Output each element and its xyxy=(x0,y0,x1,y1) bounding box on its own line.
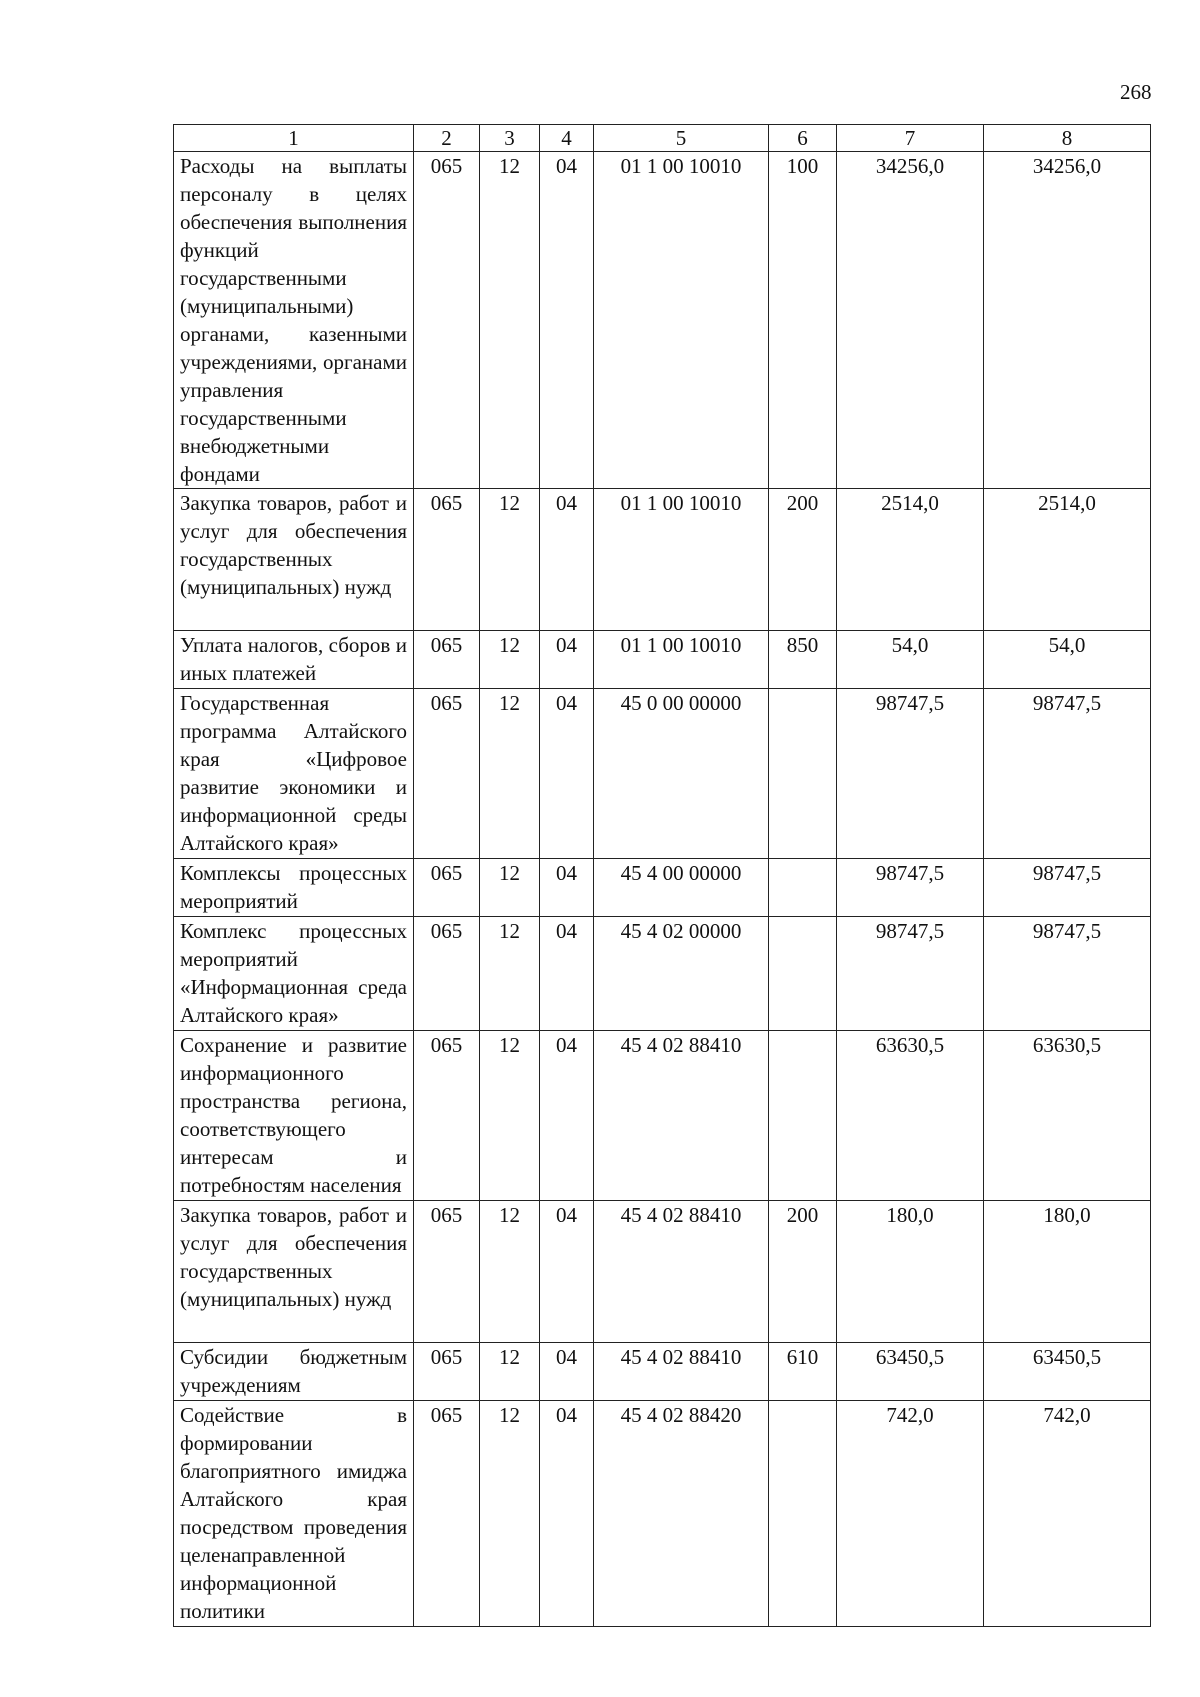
table-row xyxy=(174,1031,1151,1201)
row-sum2: 180,0 xyxy=(984,1201,1151,1343)
header-cell: 3 xyxy=(480,125,540,152)
table-row xyxy=(174,489,1151,631)
row-sum2: 98747,5 xyxy=(984,917,1151,1031)
row-sum1: 2514,0 xyxy=(837,489,984,631)
row-vr: 200 xyxy=(769,1201,837,1343)
row-gr: 065 xyxy=(414,859,480,917)
row-name: Содействие в формировании благоприятного имиджа Алтайского края посредством проведения целенаправленной информационной политики xyxy=(174,1401,414,1627)
row-sum1: 34256,0 xyxy=(837,152,984,489)
table-row xyxy=(174,917,1151,1031)
row-gr: 065 xyxy=(414,1031,480,1201)
row-csr: 45 0 00 00000 xyxy=(594,689,769,859)
row-name: Субсидии бюджетным учреждениям xyxy=(174,1343,414,1401)
row-sum1: 180,0 xyxy=(837,1201,984,1343)
row-rz: 12 xyxy=(480,689,540,859)
row-csr: 45 4 02 88410 xyxy=(594,1201,769,1343)
row-sum1: 63630,5 xyxy=(837,1031,984,1201)
row-sum2: 98747,5 xyxy=(984,859,1151,917)
row-gr: 065 xyxy=(414,917,480,1031)
row-csr: 01 1 00 10010 xyxy=(594,152,769,489)
row-sum2: 2514,0 xyxy=(984,489,1151,631)
row-rz: 12 xyxy=(480,631,540,689)
row-gr: 065 xyxy=(414,489,480,631)
row-pr: 04 xyxy=(540,489,594,631)
row-pr: 04 xyxy=(540,631,594,689)
row-vr: 100 xyxy=(769,152,837,489)
row-name: Сохранение и развитие информационного пространства региона, соответствующего интересам и потребностям населения xyxy=(174,1031,414,1201)
row-pr: 04 xyxy=(540,1401,594,1627)
header-cell: 2 xyxy=(414,125,480,152)
row-csr: 45 4 02 88410 xyxy=(594,1343,769,1401)
row-sum1: 98747,5 xyxy=(837,859,984,917)
row-vr xyxy=(769,1401,837,1627)
row-rz: 12 xyxy=(480,1201,540,1343)
row-gr: 065 xyxy=(414,631,480,689)
header-cell: 7 xyxy=(837,125,984,152)
row-sum1: 742,0 xyxy=(837,1401,984,1627)
row-csr: 45 4 02 88420 xyxy=(594,1401,769,1627)
row-gr: 065 xyxy=(414,1201,480,1343)
table-row xyxy=(174,1401,1151,1627)
row-csr: 45 4 00 00000 xyxy=(594,859,769,917)
row-pr: 04 xyxy=(540,1343,594,1401)
row-name: Расходы на выплаты персоналу в целях обеспечения выполнения функций государственными (муниципальными) органами, казенными учреждениями, органами управления государственными внебюджетными фондами xyxy=(174,152,414,489)
row-gr: 065 xyxy=(414,1401,480,1627)
budget-table xyxy=(173,124,1151,1627)
row-sum2: 54,0 xyxy=(984,631,1151,689)
row-sum2: 742,0 xyxy=(984,1401,1151,1627)
row-rz: 12 xyxy=(480,1343,540,1401)
row-pr: 04 xyxy=(540,152,594,489)
row-rz: 12 xyxy=(480,1031,540,1201)
row-vr: 610 xyxy=(769,1343,837,1401)
row-pr: 04 xyxy=(540,1031,594,1201)
header-cell: 5 xyxy=(594,125,769,152)
table-row xyxy=(174,1343,1151,1401)
row-rz: 12 xyxy=(480,859,540,917)
row-sum2: 98747,5 xyxy=(984,689,1151,859)
row-vr: 850 xyxy=(769,631,837,689)
row-name: Уплата налогов, сборов и иных платежей xyxy=(174,631,414,689)
row-sum1: 54,0 xyxy=(837,631,984,689)
row-vr: 200 xyxy=(769,489,837,631)
row-csr: 45 4 02 00000 xyxy=(594,917,769,1031)
row-sum2: 63450,5 xyxy=(984,1343,1151,1401)
row-vr xyxy=(769,1031,837,1201)
row-sum1: 98747,5 xyxy=(837,917,984,1031)
row-vr xyxy=(769,917,837,1031)
row-rz: 12 xyxy=(480,917,540,1031)
row-vr xyxy=(769,689,837,859)
table-row xyxy=(174,859,1151,917)
row-sum1: 63450,5 xyxy=(837,1343,984,1401)
row-sum2: 34256,0 xyxy=(984,152,1151,489)
row-pr: 04 xyxy=(540,689,594,859)
header-cell: 8 xyxy=(984,125,1151,152)
row-name: Закупка товаров, работ и услуг для обеспечения государственных (муниципальных) нужд xyxy=(174,1201,414,1343)
row-csr: 01 1 00 10010 xyxy=(594,631,769,689)
row-name: Государственная программа Алтайского края «Цифровое развитие экономики и информационной среды Алтайского края» xyxy=(174,689,414,859)
row-pr: 04 xyxy=(540,1201,594,1343)
row-rz: 12 xyxy=(480,1401,540,1627)
row-gr: 065 xyxy=(414,1343,480,1401)
table-header-row xyxy=(174,125,1151,152)
row-pr: 04 xyxy=(540,917,594,1031)
table-row xyxy=(174,631,1151,689)
row-csr: 01 1 00 10010 xyxy=(594,489,769,631)
header-cell: 6 xyxy=(769,125,837,152)
row-sum2: 63630,5 xyxy=(984,1031,1151,1201)
row-name: Комплекс процессных мероприятий «Информационная среда Алтайского края» xyxy=(174,917,414,1031)
row-gr: 065 xyxy=(414,689,480,859)
row-csr: 45 4 02 88410 xyxy=(594,1031,769,1201)
header-cell: 1 xyxy=(174,125,414,152)
row-pr: 04 xyxy=(540,859,594,917)
row-gr: 065 xyxy=(414,152,480,489)
table-row xyxy=(174,152,1151,489)
row-rz: 12 xyxy=(480,152,540,489)
table-row xyxy=(174,1201,1151,1343)
row-sum1: 98747,5 xyxy=(837,689,984,859)
table-row xyxy=(174,689,1151,859)
row-name: Закупка товаров, работ и услуг для обеспечения государственных (муниципальных) нужд xyxy=(174,489,414,631)
row-rz: 12 xyxy=(480,489,540,631)
row-name: Комплексы процессных мероприятий xyxy=(174,859,414,917)
header-cell: 4 xyxy=(540,125,594,152)
page-number: 268 xyxy=(1120,80,1152,104)
row-vr xyxy=(769,859,837,917)
